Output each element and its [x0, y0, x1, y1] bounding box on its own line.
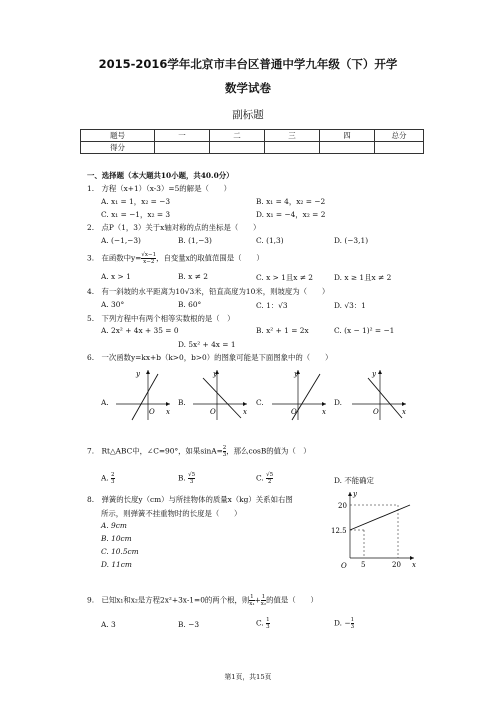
q7-c-num: √5 — [266, 472, 274, 478]
axis-y-label: y — [213, 370, 217, 378]
score-table — [80, 129, 424, 154]
q7-a-num: 2 — [111, 472, 115, 478]
q7-option-a[interactable] — [101, 472, 115, 485]
q3-frac-num: √x−1 — [141, 252, 157, 258]
header-cell: 总分 — [375, 130, 424, 142]
q7-c-den: 2 — [267, 479, 272, 485]
q9-frac1-num: 1 — [250, 594, 254, 600]
axis-y-label: y — [294, 370, 298, 378]
q7-frac-num: 2 — [222, 445, 227, 451]
q3-stem-pre: 3. 在函数中y= — [87, 253, 142, 263]
score-cell[interactable] — [265, 142, 320, 154]
q1-stem: 1. 方程（x+1）（x-3）=5的解是（ ） — [87, 184, 232, 193]
q6-graph-b[interactable] — [191, 368, 249, 422]
graph-y-tick-20: 20 — [338, 502, 347, 510]
q1-option-a[interactable]: A. x₁ = 1，x₂ = −3 — [101, 197, 171, 206]
q9-d-den: 3 — [350, 624, 355, 630]
q9-c-label: C. — [256, 618, 264, 628]
q7-stem — [87, 445, 311, 458]
q9-d-num: 1 — [350, 617, 355, 623]
q8-option-b[interactable]: B. 10cm — [101, 534, 132, 543]
q7-option-c[interactable] — [256, 472, 273, 485]
score-table-row — [81, 142, 424, 154]
q5-option-a[interactable]: A. 2x² + 4x + 35 = 0 — [101, 326, 179, 335]
q5-stem: 5. 下列方程中有两个相等实数根的是（ ） — [87, 314, 235, 323]
q5-option-c[interactable]: C. (x − 1)² = −1 — [334, 326, 395, 335]
q1-option-c[interactable]: C. x₁ = −1，x₂ = 3 — [101, 210, 171, 219]
q6-option-d[interactable]: D. — [334, 398, 343, 407]
q8-option-a[interactable]: A. 9cm — [101, 521, 127, 530]
q2-option-c[interactable]: C. (1,3) — [256, 236, 284, 245]
graph-x-tick-20: 20 — [392, 561, 401, 569]
title-line1: 2015-2016学年北京市丰台区普通中学九年级（下）开学 — [98, 57, 398, 71]
q9-frac2-den: x₂ — [260, 601, 267, 607]
q3-option-c[interactable]: C. x > 1且x ≠ 2 — [256, 273, 314, 282]
graph-x-label: x — [412, 561, 416, 569]
q7-a-den: 3 — [111, 479, 115, 485]
q3-stem-post: ，自变量x的取值范围是（ ） — [156, 253, 264, 263]
q9-option-d[interactable] — [334, 617, 354, 630]
axis-x-label: x — [243, 408, 247, 416]
q4-stem: 4. 有一斜坡的水平距离为10√3米，铅直高度为10米，则坡度为（ ） — [87, 287, 330, 296]
header-cell: 四 — [320, 130, 375, 142]
q7-stem-pre: 7. Rt△ABC中，∠C=90°，如果sinA= — [87, 446, 223, 456]
origin-label: O — [291, 408, 297, 416]
q7-b-num: √5 — [188, 472, 196, 478]
header-cell: 一 — [155, 130, 210, 142]
q3-stem — [87, 252, 264, 265]
q4-option-b[interactable]: B. 60° — [178, 300, 202, 309]
q6-option-c[interactable]: C. — [256, 398, 264, 407]
q7-c-label: C. — [256, 473, 264, 483]
axis-y-label: y — [136, 370, 140, 378]
q3-option-d[interactable]: D. x ≥ 1且x ≠ 2 — [334, 273, 392, 282]
origin-label: O — [373, 408, 379, 416]
header-cell: 二 — [210, 130, 265, 142]
q6-option-a[interactable]: A. — [101, 398, 109, 407]
q9-option-a[interactable]: A. 3 — [101, 620, 116, 629]
q9-frac2-num: 1 — [261, 594, 266, 600]
axis-x-label: x — [402, 408, 406, 416]
q2-option-d[interactable]: D. (−3,1) — [334, 236, 369, 245]
q6-graph-d[interactable] — [350, 368, 408, 422]
q9-d-label: D. − — [334, 618, 351, 628]
q2-option-b[interactable]: B. (1,−3) — [178, 236, 212, 245]
axis-x-label: x — [166, 408, 170, 416]
axis-x-label: x — [322, 408, 326, 416]
q8-stem-line2: 所示，则弹簧不挂重物时的长度是（ ） — [101, 509, 242, 518]
q7-option-d[interactable]: D. 不能确定 — [334, 476, 374, 485]
q7-frac-den: 3 — [222, 452, 227, 458]
q7-a-fraction — [111, 472, 115, 485]
q1-option-b[interactable]: B. x₁ = 4，x₂ = −2 — [256, 197, 326, 206]
q9-c-den: 3 — [266, 624, 270, 630]
score-cell[interactable] — [320, 142, 375, 154]
q6-stem: 6. 一次函数y=kx+b（k>0，b>0）的图象可能是下面图象中的（ ） — [87, 353, 333, 362]
graph-origin-label: O — [341, 562, 347, 570]
q9-stem-pre: 9. 已知x₁和x₂是方程2x²+3x-1=0的两个根，则 — [87, 595, 250, 605]
q9-c-num: 1 — [266, 617, 270, 623]
q9-plus: + — [254, 595, 261, 605]
q2-stem: 2. 点P（1，3）关于x轴对称的点的坐标是（ ） — [87, 223, 261, 232]
graph-y-tick-12-5: 12.5 — [331, 527, 347, 535]
q7-c-fraction — [266, 472, 273, 485]
q8-option-c[interactable]: C. 10.5cm — [101, 547, 139, 556]
q9-frac1-den: x₁ — [249, 601, 255, 607]
q9-c-fraction — [266, 617, 270, 630]
subtitle: 副标题 — [232, 109, 264, 121]
title-line2: 数学试卷 — [225, 81, 271, 95]
q7-b-fraction — [188, 472, 195, 485]
q4-option-a[interactable]: A. 30° — [101, 300, 125, 309]
q7-b-den: 3 — [189, 479, 194, 485]
score-cell[interactable] — [375, 142, 424, 154]
q3-fraction — [141, 252, 156, 265]
origin-label: O — [210, 408, 216, 416]
q9-option-b[interactable]: B. −3 — [178, 620, 200, 629]
q9-d-fraction — [351, 617, 355, 630]
q9-stem-post: 的值是（ ） — [266, 595, 318, 605]
q2-option-a[interactable]: A. (−1,−3) — [101, 236, 141, 245]
page-footer: 第1页，共15页 — [224, 673, 272, 681]
graph-x-tick-5: 5 — [361, 561, 366, 569]
score-cell[interactable] — [210, 142, 265, 154]
score-table-header-row — [81, 130, 424, 142]
q9-stem — [87, 594, 318, 607]
q8-graph — [328, 488, 418, 570]
q1-option-d[interactable]: D. x₁ = −4，x₂ = 2 — [256, 210, 326, 219]
origin-label: O — [149, 408, 155, 416]
section-heading: 一、选择题（本大题共10小题，共40.0分） — [87, 171, 234, 180]
q3-option-b[interactable]: B. x ≠ 2 — [178, 272, 208, 281]
row-label: 得分 — [81, 142, 155, 154]
q8-stem-line1: 8. 弹簧的长度y（cm）与所挂物体的质量x（kg）关系如右图 — [87, 495, 293, 504]
q7-stem-post: ，那么cosB的值为（ ） — [226, 446, 311, 456]
q4-option-c[interactable]: C. 1：√3 — [256, 301, 288, 310]
header-cell: 三 — [265, 130, 320, 142]
q6-graph-c[interactable] — [270, 368, 328, 422]
q6-option-b[interactable]: B. — [178, 398, 186, 407]
q9-option-c[interactable] — [256, 617, 270, 630]
header-cell: 题号 — [81, 130, 155, 142]
q5-option-d[interactable]: D. 5x² + 4x = 1 — [178, 340, 236, 349]
q8-option-d[interactable]: D. 11cm — [101, 560, 132, 569]
q3-option-a[interactable]: A. x > 1 — [101, 272, 131, 281]
q7-option-b[interactable] — [178, 472, 195, 485]
q6-graph-a[interactable] — [114, 368, 172, 422]
q7-a-label: A. — [101, 473, 109, 483]
score-cell[interactable] — [155, 142, 210, 154]
graph-y-label: y — [353, 490, 357, 498]
q5-option-b[interactable]: B. x² + 1 = 2x — [256, 326, 309, 335]
q3-frac-den: x−2 — [143, 259, 155, 265]
q4-option-d[interactable]: D. √3：1 — [334, 301, 366, 310]
axis-y-label: y — [372, 370, 376, 378]
q7-b-label: B. — [178, 473, 186, 483]
